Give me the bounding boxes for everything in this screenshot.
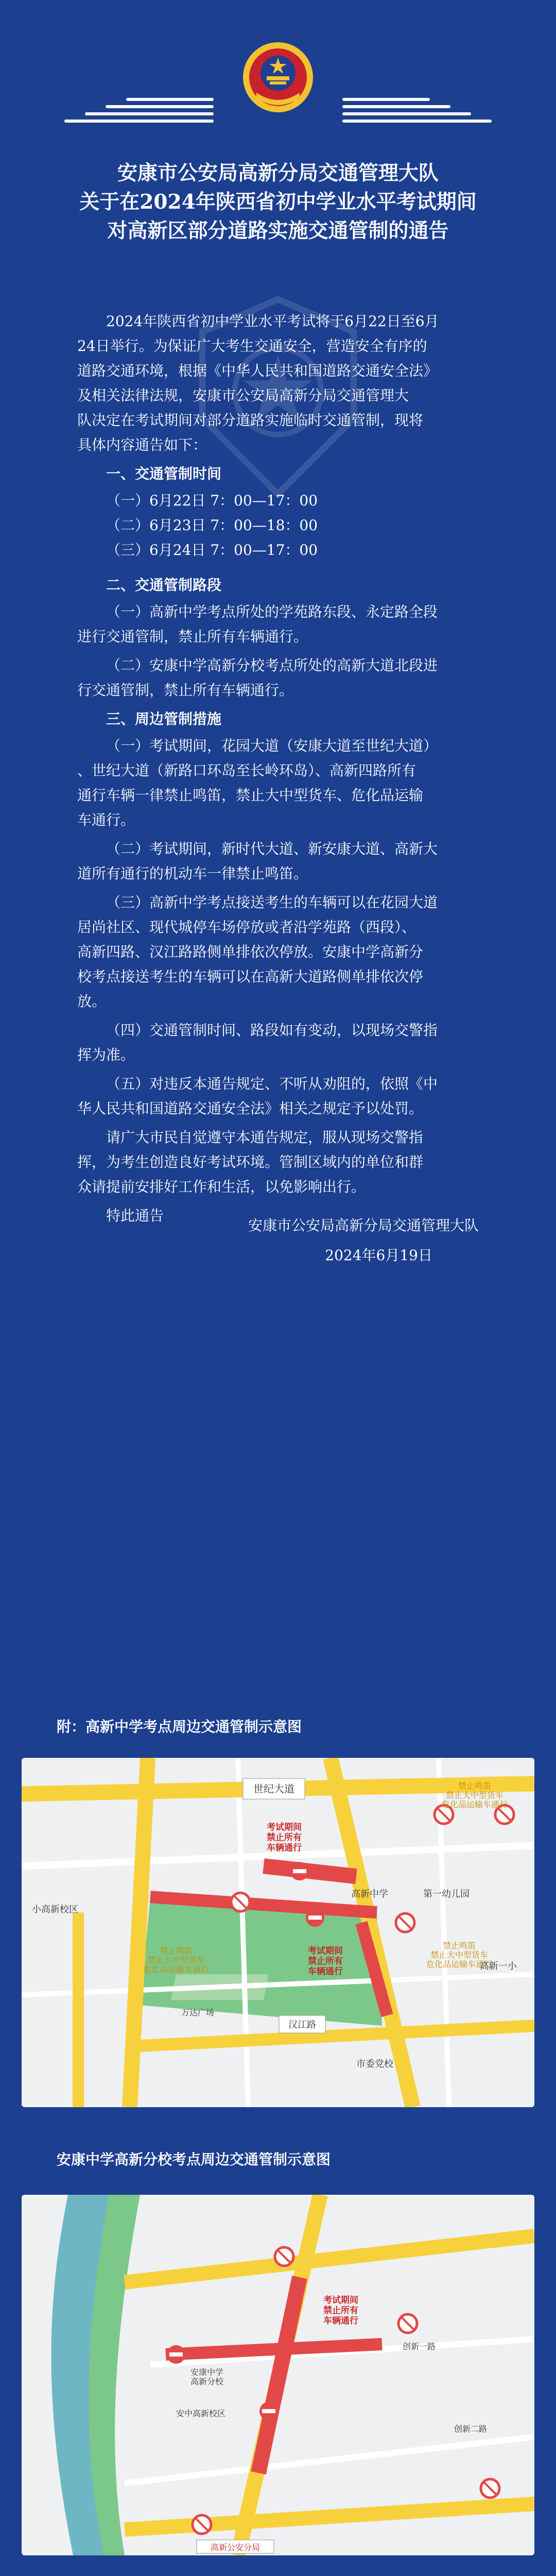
special-notice: 特此通告 <box>106 1207 164 1224</box>
text-line: （五）对违反本通告规定、不听从劝阻的，依照《中 <box>106 1075 438 1092</box>
map-label: 安康中学高新分校 <box>190 2367 224 2386</box>
map-label: 万达广场 <box>181 2008 215 2018</box>
no-entry-sign-icon <box>306 1908 324 1927</box>
text-line: 道路交通环境，根据《中华人民共和国道路交通安全法》 <box>77 362 438 379</box>
notice-title <box>0 159 556 245</box>
map-label: 创新二路 <box>454 2424 488 2434</box>
signature: 安康市公安局高新分局交通管理大队 <box>248 1217 479 1234</box>
text-line: 行交通管制，禁止所有车辆通行。 <box>77 682 294 699</box>
title-line: 安康市公安局高新分局交通管理大队 <box>117 161 439 185</box>
text-line: 2024年陕西省初中学业水平考试将于6月22日至6月 <box>106 313 439 330</box>
text-line: 居尚社区、现代城停车场停放或者沿学苑路（西段）、 <box>77 919 416 936</box>
paragraph <box>77 653 479 703</box>
map-label: 考试期间禁止所有车辆通行 <box>323 2295 358 2326</box>
text-line: 众请提前安排好工作和生活，以免影响出行。 <box>77 1178 366 1195</box>
map-label: 禁止鸣笛禁止大中型货车危化品运输车通行 <box>441 1781 508 1809</box>
section-title: 三、周边管制措施 <box>106 710 222 727</box>
text-line: （四）交通管制时间、路段如有变动，以现场交警指 <box>106 1022 438 1039</box>
date: 2024年6月19日 <box>325 1247 432 1264</box>
title-line: 对高新区部分道路实施交通管制的通告 <box>107 219 449 243</box>
no-entry-sign-icon <box>167 2345 185 2364</box>
map1-title: 附：高新中学考点周边交通管制示意图 <box>57 1718 302 1735</box>
text-line: 、世纪大道（新路口环岛至长岭环岛）、高新四路所有 <box>77 762 416 779</box>
control-segment <box>264 1866 356 1876</box>
no-horn-sign-icon <box>396 1913 414 1932</box>
text-line: 请广大市民自觉遵守本通告规定，服从现场交警指 <box>106 1129 424 1146</box>
map1 <box>22 1758 534 2107</box>
text-line: 高新四路、汉江路路侧单排依次停放。安康中学高新分 <box>77 943 424 960</box>
text-line: 华人民共和国道路交通安全法》相关之规定予以处罚。 <box>77 1100 424 1117</box>
header <box>0 0 556 155</box>
text-line: 放。 <box>77 993 107 1010</box>
text-line: （二）安康中学高新分校考点所处的高新大道北段进 <box>106 657 438 674</box>
paragraph <box>77 600 479 649</box>
paragraph <box>77 837 479 886</box>
map-label: 第一幼儿园 <box>423 1889 470 1900</box>
no-horn-sign-icon <box>481 2479 499 2498</box>
no-entry-sign-icon <box>290 1862 309 1880</box>
no-horn-sign-icon <box>231 1893 250 1911</box>
map-label: 世纪大道 <box>253 1783 294 1795</box>
left-wing-decoration <box>44 98 214 134</box>
text-line: 挥，为考生创造良好考试环境。管制区域内的单位和群 <box>77 1154 424 1171</box>
section-title: 一、交通管制时间 <box>106 465 222 482</box>
section-title: 二、交通管制路段 <box>106 577 222 594</box>
text-line: 车通行。 <box>77 811 135 828</box>
map-label: 汉江路 <box>288 2020 316 2030</box>
time-item: （一）6月22日 7：00—17：00 <box>106 492 318 509</box>
text-line: 24日举行。为保证广大考生交通安全，营造安全有序的 <box>77 337 427 354</box>
paragraph <box>77 1018 479 1067</box>
text-line: （一）考试期间，花园大道（安康大道至世纪大道） <box>106 737 438 754</box>
map2-title: 安康中学高新分校考点周边交通管制示意图 <box>57 2151 331 2168</box>
map-label: 考试期间禁止所有车辆通行 <box>267 1822 302 1853</box>
no-entry-sign-icon <box>259 2402 278 2420</box>
map2-canvas <box>22 2195 534 2555</box>
text-line: 挥为准。 <box>77 1046 135 1063</box>
map-label: 禁止鸣笛禁止大中型货车危化品运输车通行 <box>426 1941 493 1969</box>
paragraph <box>77 1072 479 1121</box>
map-label: 禁止鸣笛禁止大中型货车危化品运输车通行 <box>143 1946 210 1974</box>
map-label: 考试期间禁止所有车辆通行 <box>308 1946 343 1977</box>
map-label: 高新中学 <box>351 1889 388 1900</box>
map1-canvas <box>22 1758 534 2107</box>
text-line: 进行交通管制，禁止所有车辆通行。 <box>77 628 308 645</box>
time-item: （二）6月23日 7：00—18：00 <box>106 517 318 534</box>
police-emblem-icon <box>241 40 315 114</box>
map-label: 小高新校区 <box>32 1904 78 1915</box>
title-line: 关于在2024年陕西省初中学业水平考试期间 <box>79 190 477 214</box>
map-label: 市委党校 <box>356 2059 393 2070</box>
map-label: 安中高新校区 <box>176 2409 226 2418</box>
text-line: 道所有通行的机动车一律禁止鸣笛。 <box>77 865 308 882</box>
paragraph <box>77 890 479 1014</box>
map-label: 高新公安分局 <box>210 2543 260 2552</box>
text-line: 通行车辆一律禁止鸣笛，禁止大中型货车、危化品运输 <box>77 787 424 804</box>
text-line: 校考点接送考生的车辆可以在高新大道路侧单排依次停 <box>77 968 424 985</box>
closing-paragraph <box>77 1125 479 1199</box>
text-line: 具体内容通告如下： <box>77 436 207 453</box>
signature-block <box>77 1211 479 1270</box>
text-line: （三）高新中学考点接送考生的车辆可以在花园大道 <box>106 894 438 911</box>
paragraph <box>77 734 479 833</box>
text-line: 队决定在考试期间对部分道路实施临时交通管制，现将 <box>77 412 424 429</box>
text-line: 及相关法律法规，安康市公安局高新分局交通管理大 <box>77 387 409 404</box>
time-item: （三）6月24日 7：00—17：00 <box>106 541 318 558</box>
text-line: （一）高新中学考点所处的学苑路东段、永定路全段 <box>106 603 438 620</box>
map2 <box>22 2195 534 2555</box>
no-horn-sign-icon <box>193 2515 211 2534</box>
notice-body <box>77 309 479 1232</box>
no-horn-sign-icon <box>275 2247 293 2266</box>
map-label: 高新一小 <box>480 1961 517 1972</box>
no-horn-sign-icon <box>398 2314 417 2333</box>
map-label: 创新一路 <box>403 2342 436 2351</box>
right-wing-decoration <box>342 98 512 134</box>
intro-paragraph <box>77 309 479 457</box>
text-line: （二）考试期间，新时代大道、新安康大道、高新大 <box>106 840 438 857</box>
